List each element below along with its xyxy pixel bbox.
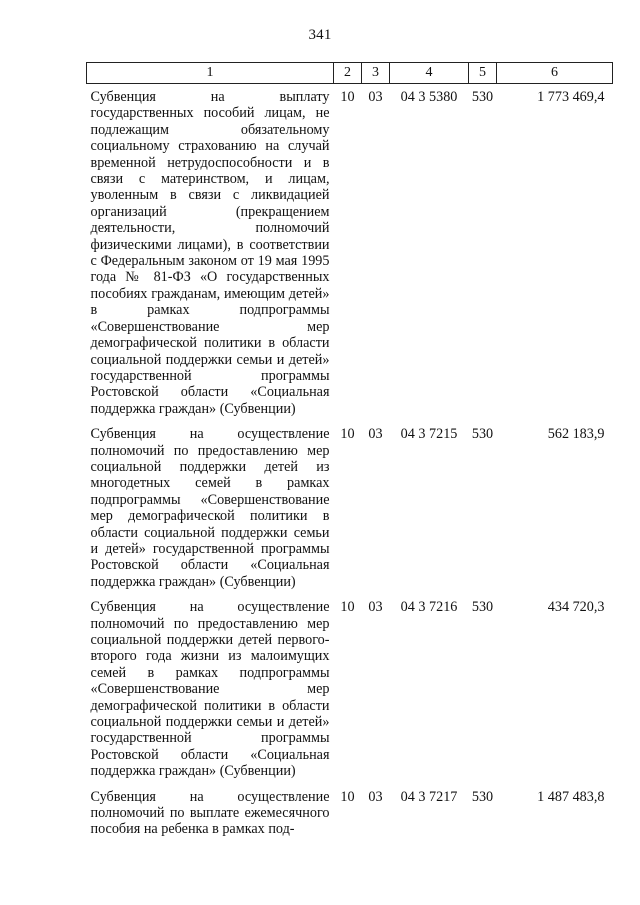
row-name: Субвенция на осуществление полномочий по предоставлению мер социальной поддержки детей из многодетных семей в рамках подпрограммы «Совершенствование мер демографической политики в области социальной поддержки семьи и детей» государственной программы Ростовской области «Социальная поддержка граждан» (Субвенции) xyxy=(90,426,330,590)
row-amount: 562 183,9 xyxy=(547,426,605,443)
row-name: Субвенция на выплату государственных пособий лицам, не подлежащим обязательному социальному страхованию на случай временной нетрудоспособности и в связи с материнством, и лицам, уволенным в связи с ликвидацией организаций (прекращением деятельности, полномочий физическими лицами), в соответствии с Федеральным законом от 19 мая 1995 года № 81-ФЗ «О государственных пособиях гражданам, имеющим детей» в рамках подпрограммы «Совершенствование мер демографической политики в области социальной поддержки семьи и детей» государственной программы Ростовской области «Социальная поддержка граждан» (Субвенции) xyxy=(90,89,330,417)
row-subsection: 03 xyxy=(368,89,383,105)
row-target-article: 04 3 5380 xyxy=(400,89,458,105)
row-name: Субвенция на осуществление полномочий по предоставлению мер социальной поддержки детей первого-второго года жизни из малоимущих семей в рамках подпрограммы «Совершенствование мер демографической политики в области социальной поддержки семьи и детей» государственной программы Ростовской области «Социальная поддержка граждан» (Субвенции) xyxy=(90,599,330,780)
row-expense-type: 530 xyxy=(471,599,494,616)
row-subsection: 03 xyxy=(368,426,383,443)
table-row xyxy=(87,84,613,427)
page-number: 341 xyxy=(308,27,332,43)
header-col-3: 3 xyxy=(362,63,390,84)
row-expense-type: 530 xyxy=(471,89,494,105)
header-col-5: 5 xyxy=(469,63,497,84)
row-subsection: 03 xyxy=(368,788,383,805)
row-target-article: 04 3 7217 xyxy=(400,788,458,805)
row-section: 10 xyxy=(340,788,355,805)
table-row xyxy=(87,426,613,599)
header-col-6: 6 xyxy=(497,63,613,84)
row-section: 10 xyxy=(340,426,355,443)
header-col-2: 2 xyxy=(334,63,362,84)
row-target-article: 04 3 7215 xyxy=(400,426,458,443)
row-amount: 434 720,3 xyxy=(547,599,605,616)
row-name: Субвенция на осуществление полномочий по выплате ежемесячного пособия на ребенка в рамках под- xyxy=(90,788,330,838)
header-col-1: 1 xyxy=(87,63,334,84)
row-subsection: 03 xyxy=(368,599,383,616)
row-section: 10 xyxy=(340,599,355,616)
table-body xyxy=(87,84,613,847)
header-row xyxy=(87,63,613,84)
row-amount: 1 487 483,8 xyxy=(537,788,605,805)
row-expense-type: 530 xyxy=(471,788,494,805)
table-row xyxy=(87,789,613,847)
row-section: 10 xyxy=(340,89,355,105)
row-amount: 1 773 469,4 xyxy=(537,89,605,105)
budget-table xyxy=(86,62,613,847)
row-expense-type: 530 xyxy=(471,426,494,443)
table-row xyxy=(87,599,613,788)
row-target-article: 04 3 7216 xyxy=(400,599,458,616)
table-header xyxy=(87,63,613,84)
header-col-4: 4 xyxy=(390,63,469,84)
